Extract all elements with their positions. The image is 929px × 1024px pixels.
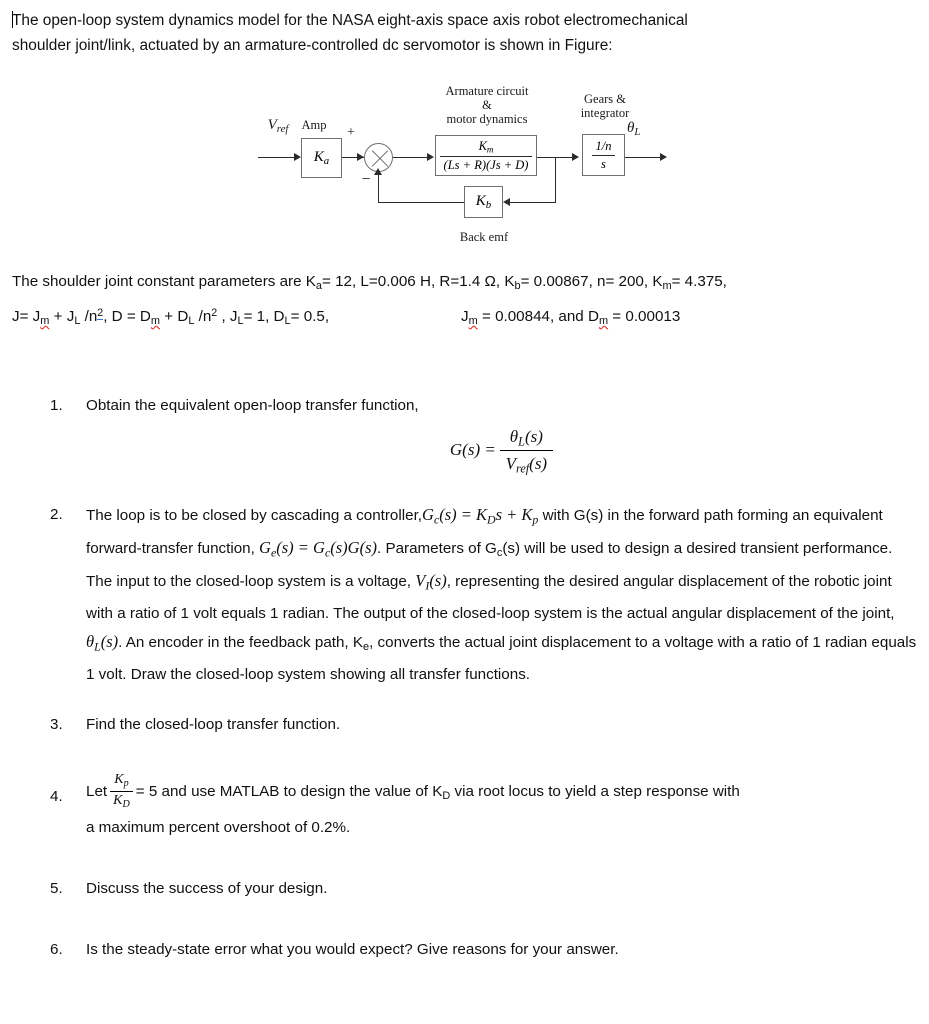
sum-feedback-arrowhead (374, 168, 382, 175)
question-4-number: 4. (50, 788, 63, 806)
armature-numerator: $K_m$ (478, 138, 494, 155)
output-arrowhead (660, 153, 667, 161)
q2-part3-rest: (s) will be used to design a desired transient performance. The input to the closed-loop system is a voltage, (86, 539, 893, 591)
amp-block-symbol: K (313, 148, 324, 165)
param-kb-sub: b (514, 280, 521, 293)
question-item-1 (12, 392, 917, 479)
kb-input-arrowhead (503, 198, 510, 206)
gears-caption-line2: integrator (580, 106, 630, 120)
gears-numerator: 1/n (595, 139, 612, 154)
param-Dm-sub: m (150, 314, 161, 327)
parameters-block (12, 268, 917, 335)
param-Jm-label: J (461, 307, 469, 325)
question-6-text: Is the steady-state error what you would expect? Give reasons for your answer. (86, 941, 619, 959)
takeoff-to-kb-wire (508, 202, 556, 203)
q4-kd-sub: D (442, 789, 451, 802)
q2-part5: . An encoder in the feedback path, K (118, 633, 364, 651)
kb-to-sum-vertical (378, 172, 379, 203)
param-Dm-value: = 0.00013 (608, 307, 681, 325)
param-over-n2: /n (194, 307, 212, 325)
question-5-number: 5. (50, 879, 63, 897)
amp-block-subscript: a (323, 155, 330, 167)
theta-symbol: θ (627, 120, 635, 136)
question-item-6 (12, 936, 917, 964)
question-2-text (86, 504, 917, 684)
param-JL-sub: L (74, 314, 81, 327)
back-emf-block (464, 186, 503, 218)
armature-caption-line1: Armature circuit (445, 84, 529, 98)
q2-eq1: $G_c(s) = K_Ds + K_p$ (422, 504, 539, 527)
param-line1-mid2: = 0.00867, n= 200, K (520, 273, 663, 290)
vref-subscript: ref (276, 123, 289, 136)
question-4-text (86, 772, 740, 836)
intro-paragraph (12, 8, 900, 58)
param-DL-sub2: L (284, 314, 291, 327)
param-line1-prefix: The shoulder joint constant parameters are K (12, 273, 316, 290)
q2-part5-rest: , converts the actual joint displacement to a voltage with a ratio of 1 radian equals 1 volt. Draw the closed-loop system showing all transfer functions. (86, 633, 917, 684)
param-J-prefix: J= J (12, 307, 41, 325)
equation-lhs: G(s) = (449, 439, 496, 459)
question-list (12, 392, 917, 964)
q2-part1: The loop is to be closed by cascading a controller, (86, 506, 423, 524)
question-1-text: Obtain the equivalent open-loop transfer function, (86, 397, 419, 414)
q2-part3: . Parameters of G (377, 539, 497, 557)
q4-gain-ratio-fraction (110, 772, 133, 811)
question-3-number: 3. (50, 715, 63, 733)
armature-caption-line3: motor dynamics (446, 112, 528, 126)
param-DL-sub: L (188, 314, 195, 327)
question-1-equation (86, 420, 917, 479)
theta-subscript: L (634, 126, 641, 139)
equation-numerator: $\theta_L(s)$ (509, 426, 543, 448)
param-Jm-sub2: m (468, 314, 478, 327)
question-5-text: Discuss the success of your design. (86, 879, 328, 897)
question-item-2 (12, 501, 917, 689)
q2-part4: , representing the desired angular displacement of the robotic joint with a ratio of 1 volt equals 1 radian. The output of the closed-loop system is the actual angular displacement of the joint, (86, 573, 895, 623)
q4-frac-den: $K_D$ (110, 791, 133, 811)
question-2-number: 2. (50, 505, 63, 523)
question-item-5 (12, 875, 917, 903)
parameters-line-2 (12, 300, 917, 335)
q2-ke-sub: e (363, 640, 370, 653)
theta-l-label (627, 121, 667, 140)
kb-to-sum-horizontal (378, 202, 464, 203)
q2-part2: with G(s) in the forward path forming an equivalent forward-transfer function, (86, 506, 883, 557)
back-emf-symbol: K (475, 192, 486, 209)
equation-denominator: $V_{ref}(s)$ (500, 450, 553, 477)
input-wire (258, 157, 296, 158)
q2-gc-sub: c (496, 546, 503, 559)
intro-line-2: shoulder joint/link, actuated by an armature-controlled dc servomotor is shown in Figure: (12, 37, 613, 54)
q2-eq4: $\theta_L(s)$ (86, 631, 119, 653)
q4-middle: = 5 and use MATLAB to design the value of K (135, 782, 443, 800)
sum-plus-sign: + (347, 125, 355, 140)
q2-eq2: $G_e(s) = G_c(s)G(s)$ (259, 537, 377, 560)
param-n2-sup: 2 (211, 307, 218, 320)
gears-caption-line1: Gears & (584, 92, 626, 106)
question-1-number: 1. (50, 397, 63, 414)
q4-prefix: Let (86, 782, 108, 800)
q4-middle-rest: via root locus to yield a step response with (450, 782, 740, 800)
param-km-sub: m (662, 280, 672, 293)
vref-label (258, 118, 298, 137)
param-D-plus: + D (160, 307, 189, 325)
param-ka-sub: a (315, 280, 323, 293)
sum-to-armature-arrowhead (427, 153, 434, 161)
input-arrowhead (294, 153, 301, 161)
amp-to-sum-arrowhead (357, 153, 364, 161)
param-line1-end: = 4.375, (671, 273, 727, 290)
param-Jm-sub: m (40, 314, 50, 327)
sum-minus-sign: − (361, 171, 371, 188)
armature-denominator: (Ls + R)(Js + D) (440, 156, 533, 172)
parameters-line-1 (12, 268, 917, 300)
back-emf-caption: Back emf (459, 230, 509, 244)
question-item-3 (12, 711, 917, 739)
param-line1-mid1: = 12, L=0.006 H, R=1.4 Ω, K (322, 273, 515, 290)
feedback-takeoff-vertical (555, 157, 556, 203)
q4-frac-num: $K_p$ (114, 772, 129, 789)
question-item-4 (12, 772, 917, 842)
gears-transfer-fraction (592, 139, 616, 171)
output-wire (625, 157, 663, 158)
param-D-prefix: , D = D (103, 307, 151, 325)
question-6-number: 6. (50, 941, 63, 959)
param-DL-value: = 0.5, (290, 307, 330, 325)
intro-line-1: The open-loop system dynamics model for the NASA eight-axis space axis robot electromechanical (12, 12, 688, 29)
param-J-plus: + J (49, 307, 75, 325)
param-over-n: /n (80, 307, 98, 325)
armature-to-gears-arrowhead (572, 153, 579, 161)
gears-denominator: s (592, 155, 616, 171)
q4-line2: a maximum percent overshoot of 0.2%. (86, 818, 351, 836)
amp-caption: Amp (301, 118, 327, 132)
gears-integrator-block (582, 134, 625, 176)
sum-to-armature-wire (393, 157, 429, 158)
param-n-sup: 2 (97, 307, 104, 320)
armature-motor-block (435, 135, 537, 176)
param-rest: , J (217, 307, 238, 325)
param-Dm-sub2: m (598, 314, 609, 327)
armature-transfer-fraction (440, 139, 533, 172)
block-diagram-figure (0, 78, 929, 248)
param-JL-sub2: L (237, 314, 244, 327)
question-3-text: Find the closed-loop transfer function. (86, 715, 341, 733)
amp-block (301, 138, 342, 178)
back-emf-subscript: b (485, 199, 492, 211)
param-Jm-value: = 0.00844, and D (477, 307, 599, 325)
equation-fraction (500, 426, 553, 477)
param-JL-value: = 1, D (243, 307, 285, 325)
q2-eq3: $V_I(s)$ (415, 571, 447, 593)
vref-symbol: V (267, 117, 277, 133)
armature-caption-line2: & (482, 98, 492, 112)
